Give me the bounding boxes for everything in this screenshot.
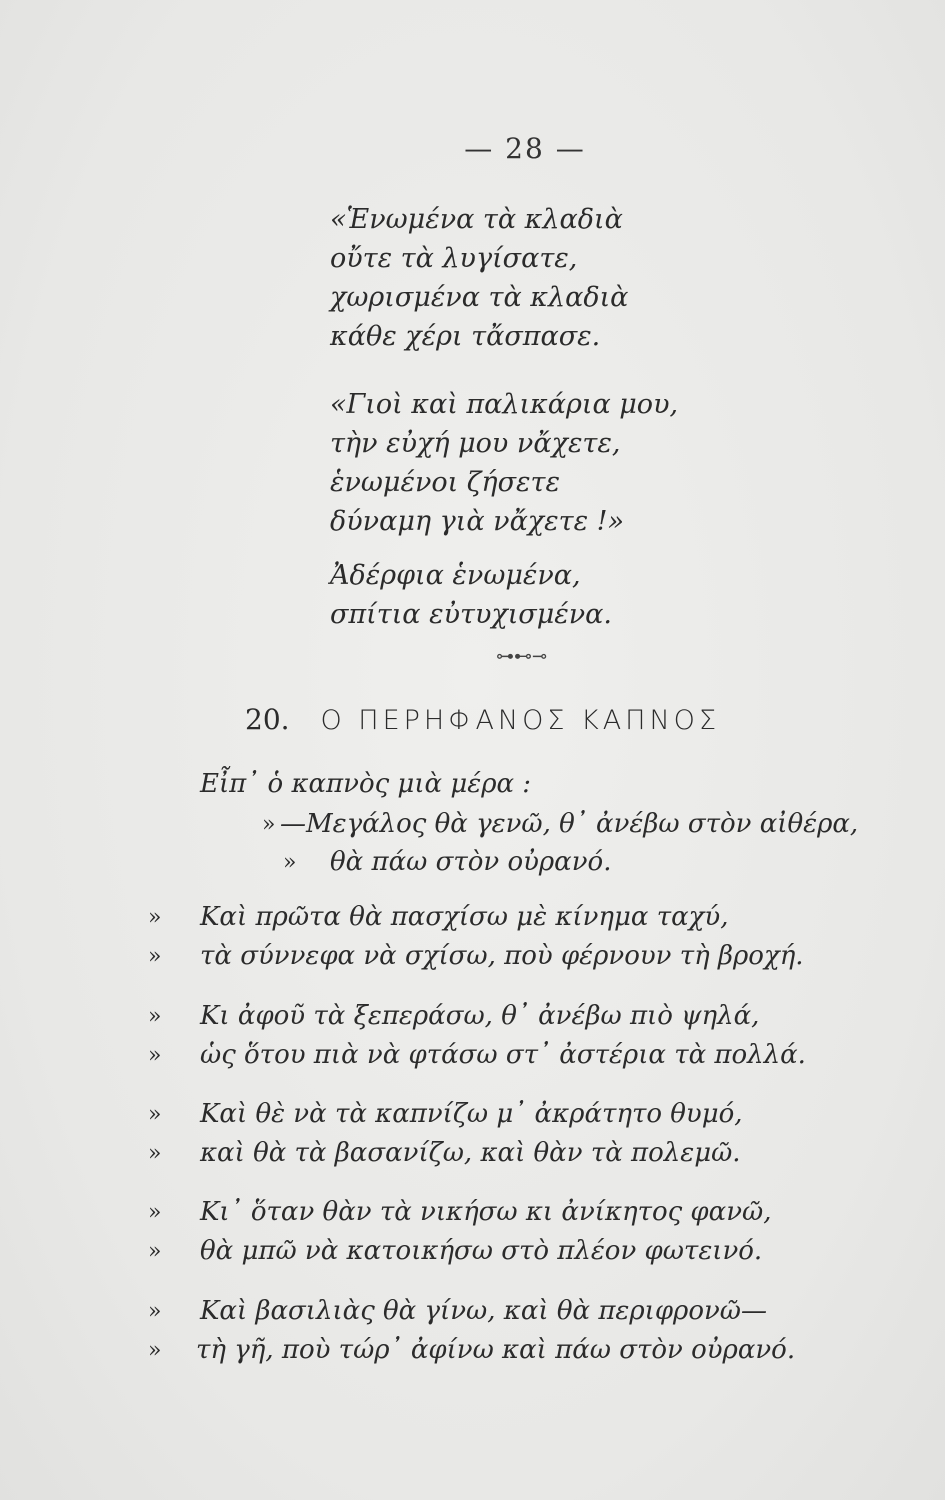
quote-mark: » bbox=[283, 850, 297, 875]
quote-mark: » bbox=[148, 905, 162, 930]
poem-intro: Εἶπ᾽ ὁ καπνὸς μιὰ μέρα : bbox=[200, 769, 532, 799]
section-number: 20. bbox=[245, 703, 290, 736]
quote-mark: » bbox=[148, 1141, 162, 1166]
poem-line: Καὶ βασιλιὰς θὰ γίνω, καὶ θὰ περιφρονῶ— bbox=[200, 1296, 767, 1326]
quote-mark: » bbox=[148, 1239, 162, 1264]
poem-line: Κι ἀφοῦ τὰ ξεπεράσω, θ᾽ ἀνέβω πιὸ ψηλά, bbox=[200, 1001, 760, 1031]
verse-line: σπίτια εὐτυχισμένα. bbox=[330, 599, 612, 630]
poem-line: θὰ μπῶ νὰ κατοικήσω στὸ πλέον φωτεινό. bbox=[200, 1236, 763, 1266]
poem-line: τὰ σύννεφα νὰ σχίσω, ποὺ φέρνουν τὴ βροχή. bbox=[200, 941, 804, 971]
section-title: Ο ΠΕΡΗΦΑΝΟΣ ΚΑΠΝΟΣ bbox=[320, 705, 720, 736]
quote-mark: » bbox=[148, 1338, 162, 1363]
poem-line: —Μεγάλος θὰ γενῶ, θ᾽ ἀνέβω στὸν αἰθέρα, bbox=[280, 809, 859, 839]
verse-line: ἑνωμένοι ζήσετε bbox=[330, 467, 560, 498]
quote-mark: » bbox=[262, 812, 276, 837]
poem-line: ὡς ὅτου πιὰ νὰ φτάσω στ᾽ ἀστέρια τὰ πολλά. bbox=[200, 1040, 806, 1070]
poem-line: καὶ θὰ τὰ βασανίζω, καὶ θὰν τὰ πολεμῶ. bbox=[200, 1138, 741, 1168]
verse-line: κάθε χέρι τἄσπασε. bbox=[330, 321, 601, 352]
quote-mark: » bbox=[148, 1004, 162, 1029]
verse-line: τὴν εὐχή μου νἄχετε, bbox=[330, 428, 621, 459]
quote-mark: » bbox=[148, 1043, 162, 1068]
quote-mark: » bbox=[148, 1299, 162, 1324]
verse-line: δύναμη γιὰ νἄχετε !» bbox=[330, 506, 625, 537]
verse-line: «Γιοὶ καὶ παλικάρια μου, bbox=[330, 389, 679, 420]
verse-line: «Ἑνωμένα τὰ κλαδιὰ bbox=[330, 204, 623, 235]
poem-line: Καὶ θὲ νὰ τὰ καπνίζω μ᾽ ἀκράτητο θυμό, bbox=[200, 1099, 743, 1129]
quote-mark: » bbox=[148, 1102, 162, 1127]
quote-mark: » bbox=[148, 944, 162, 969]
ornament-divider: ⊶⊷⊸ bbox=[496, 646, 548, 667]
poem-line: θὰ πάω στὸν οὐρανό. bbox=[330, 847, 612, 877]
poem-line: Κι᾽ ὅταν θὰν τὰ νικήσω κι ἀνίκητος φανῶ, bbox=[200, 1197, 772, 1227]
poem-line: τὴ γῆ, ποὺ τώρ᾽ ἀφίνω καὶ πάω στὸν οὐρανό. bbox=[196, 1335, 796, 1365]
verse-line: χωρισμένα τὰ κλαδιὰ bbox=[330, 282, 629, 313]
poem-line: Καὶ πρῶτα θὰ πασχίσω μὲ κίνημα ταχύ, bbox=[200, 902, 729, 932]
quote-mark: » bbox=[148, 1200, 162, 1225]
page-number: — 28 — bbox=[464, 132, 586, 165]
verse-line: οὔτε τὰ λυγίσατε, bbox=[330, 243, 578, 274]
verse-line: Ἀδέρφια ἑνωμένα, bbox=[330, 560, 581, 591]
